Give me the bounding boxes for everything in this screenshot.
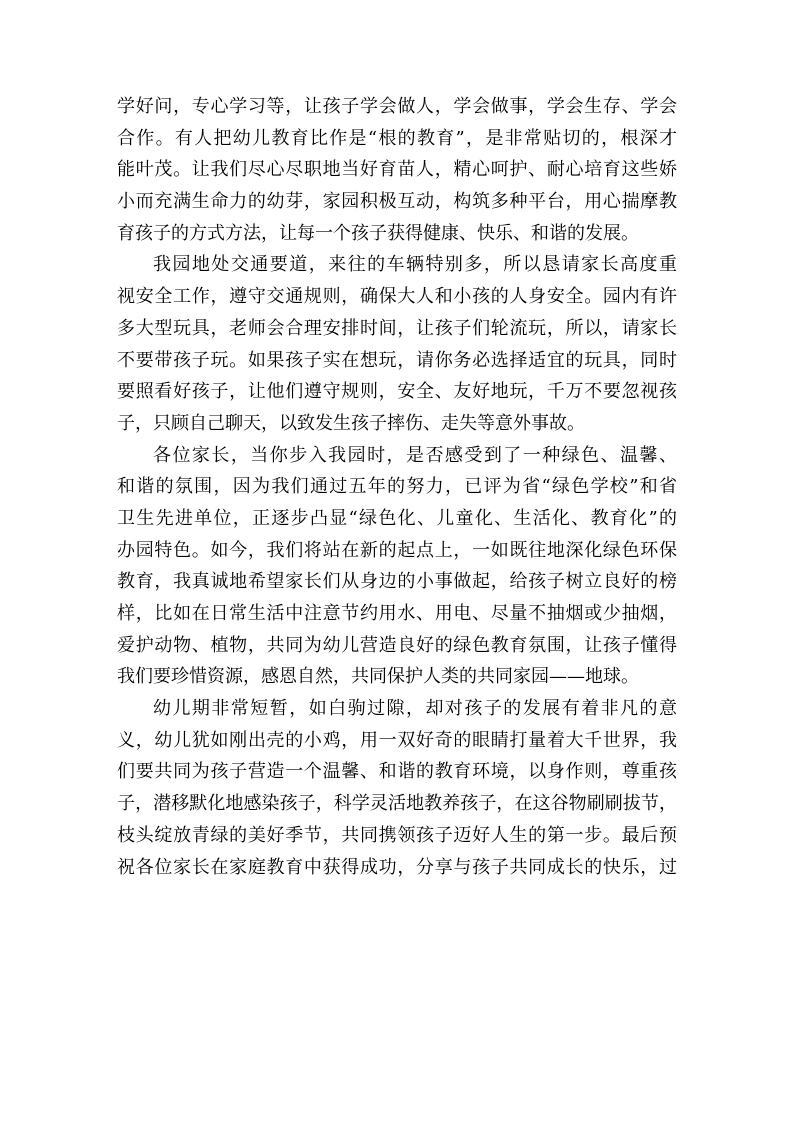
text-line: 爱护动物、植物，共同为幼儿营造良好的绿色教育氛围，让孩子懂得 bbox=[117, 634, 677, 656]
text-line: 子，只顾自己聊天，以致发生孩子摔伤、走失等意外事故。 bbox=[117, 412, 585, 434]
text-line: 子，潜移默化地感染孩子，科学灵活地教养孩子，在这谷物刷刷拔节， bbox=[117, 793, 677, 815]
text-line: 各位家长，当你步入我园时，是否感受到了一种绿色、温馨、 bbox=[153, 444, 677, 466]
text-line: 祝各位家长在家庭教育中获得成功，分享与孩子共同成长的快乐，过 bbox=[117, 856, 677, 878]
text-line: 视安全工作，遵守交通规则，确保大人和小孩的人身安全。园内有许 bbox=[117, 286, 677, 308]
paragraph-4 bbox=[117, 693, 677, 883]
text-line: 不要带孩子玩。如果孩子实在想玩，请你务必选择适宜的玩具，同时 bbox=[117, 349, 677, 371]
text-line: 们要共同为孩子营造一个温馨、和谐的教育环境，以身作则，尊重孩 bbox=[117, 761, 677, 783]
text-line: 教育，我真诚地希望家长们从身边的小事做起，给孩子树立良好的榜 bbox=[117, 571, 677, 593]
text-line: 枝头绽放青绿的美好季节，共同携领孩子迈好人生的第一步。最后预 bbox=[117, 824, 677, 846]
text-line: 样，比如在日常生活中注意节约用水、用电、尽量不抽烟或少抽烟， bbox=[117, 603, 677, 624]
text-line: 学好问，专心学习等，让孩子学会做人，学会做事，学会生存、学会 bbox=[117, 96, 677, 117]
text-line: 能叶茂。让我们尽心尽职地当好育苗人，精心呵护、耐心培育这些娇 bbox=[117, 159, 677, 181]
text-line: 合作。有人把幼儿教育比作是“根的教育”，是非常贴切的，根深才 bbox=[117, 127, 677, 149]
text-line: 我园地处交通要道，来往的车辆特别多，所以恳请家长高度重 bbox=[153, 254, 677, 276]
text-line: 要照看好孩子，让他们遵守规则，安全、友好地玩，千万不要忽视孩 bbox=[117, 381, 677, 403]
document-body bbox=[117, 91, 677, 883]
paragraph-3 bbox=[117, 440, 677, 694]
text-line: 我们要珍惜资源，感恩自然，共同保护人类的共同家园——地球。 bbox=[117, 666, 639, 688]
paragraph-1 bbox=[117, 91, 677, 249]
text-line: 卫生先进单位，正逐步凸显“绿色化、儿童化、生活化、教育化”的 bbox=[117, 507, 677, 529]
paragraph-2 bbox=[117, 249, 677, 439]
text-line: 小而充满生命力的幼芽，家园积极互动，构筑多种平台，用心揣摩教 bbox=[117, 191, 677, 213]
text-line: 多大型玩具，老师会合理安排时间，让孩子们轮流玩，所以，请家长 bbox=[117, 317, 677, 339]
text-line: 和谐的氛围，因为我们通过五年的努力，已评为省“绿色学校”和省 bbox=[117, 476, 677, 498]
text-line: 办园特色。如今，我们将站在新的起点上，一如既往地深化绿色环保 bbox=[117, 539, 677, 561]
text-line: 幼儿期非常短暂，如白驹过隙，却对孩子的发展有着非凡的意 bbox=[153, 698, 677, 720]
text-line: 育孩子的方式方法，让每一个孩子获得健康、快乐、和谐的发展。 bbox=[117, 222, 639, 244]
text-line: 义，幼儿犹如刚出壳的小鸡，用一双好奇的眼睛打量着大千世界，我 bbox=[117, 729, 677, 751]
